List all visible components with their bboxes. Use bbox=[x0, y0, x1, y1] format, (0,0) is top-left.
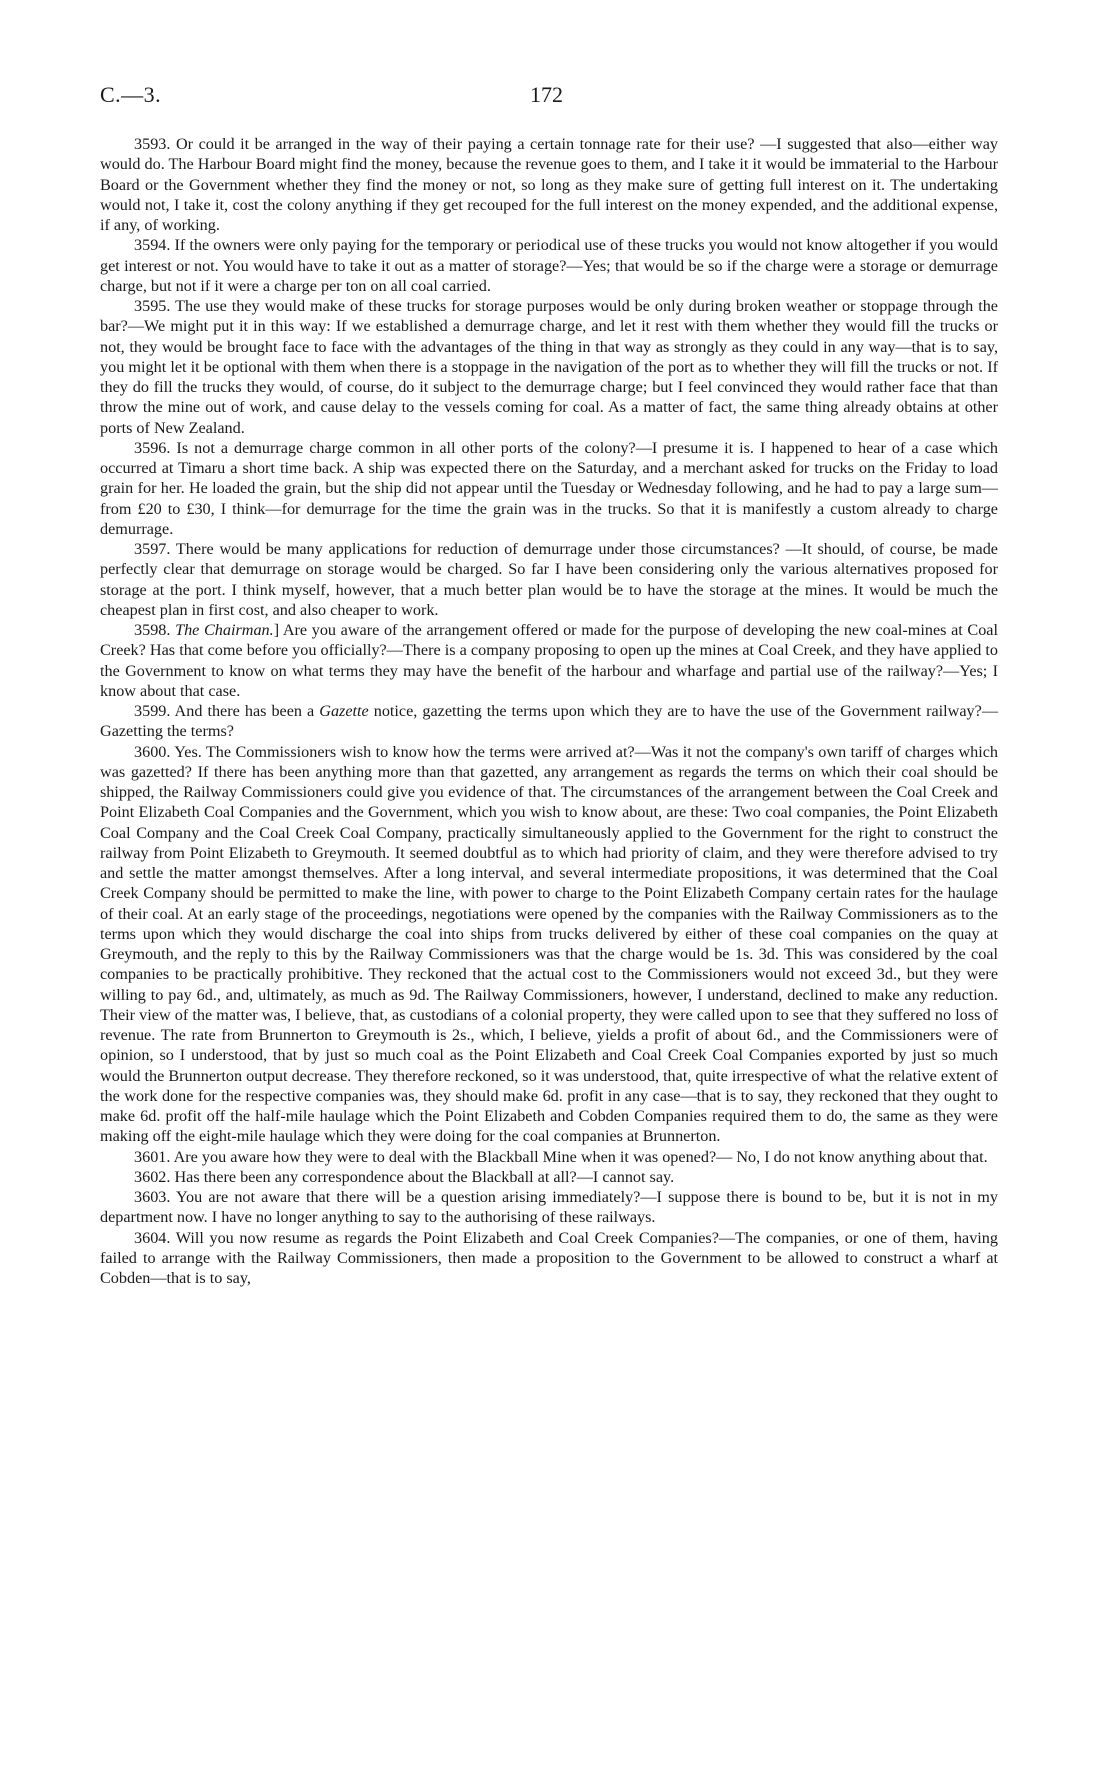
paragraph-3594: 3594. If the owners were only paying for the temporary or periodical use of these trucks you would not know altogether if you would get interest or not. You would have to take it out as a matter of storage?—Yes; that would be so if the charge were a storage or demurrage charge, but not if it were a charge per ton on all coal carried. bbox=[100, 236, 998, 295]
paragraph-3602: 3602. Has there been any correspondence about the Blackball at all?—I cannot say. bbox=[134, 1167, 675, 1186]
paragraph-3600: 3600. Yes. The Commissioners wish to know how the terms were arrived at?—Was it not the company's own tariff of charges which was gazetted? If there has been anything more than that gazetted, any arrangement as regards the terms on which their coal should be shipped, the Railway Commissioners could give you evidence of that. The circumstances of the arrangement between the Coal Creek and Point Elizabeth Coal Companies and the Government, which you wish to know about, are these: Two coal companies, the Point Elizabeth Coal Company and the Coal Creek Coal Company, practically simultaneously applied to the Government for the right to construct the railway from Point Elizabeth to Greymouth. It seemed doubtful as to which had priority of claim, and they were therefore advised to try and settle the matter amongst themselves. After a long interval, and several intermediate propositions, it was determined that the Coal Creek Company should be permitted to make the line, with power to charge to the Point Elizabeth Company certain rates for the haulage of their coal. At an early stage of the proceedings, negotiations were opened by the companies with the Railway Commissioners as to the terms upon which they would discharge the coal into ships from trucks delivered by either of these coal companies on the quay at Greymouth, and the reply to this by the Railway Commissioners was that the charge would be 1s. 3d. This was considered by the coal companies to be practically prohibitive. They reckoned that the actual cost to the Commissioners would not exceed 3d., but they were willing to pay 6d., and, ultimately, as much as 9d. The Railway Commissioners, however, I understand, declined to make any reduction. Their view of the matter was, I believe, that, as custodians of a colonial property, they were called upon to see that they suffered no loss of revenue. The rate from Brunnerton to Greymouth is 2s., which, I believe, yields a profit of about 6d., and the Commissioners were of opinion, so I understood, that by just so much coal as the Point Elizabeth and Coal Creek Coal Companies exported by just so much would the Brunnerton output decrease. They therefore reckoned, so it was understood, that, quite irrespective of what the relative extent of the work done for the respective companies was, they should make 6d. profit in any case—that is to say, they reckoned that they ought to make 6d. profit off the half-mile haulage which the Point Elizabeth and Cobden Companies required them to do, the same as they were making off the eight-mile haulage which they were doing for the coal companies at Brunnerton. bbox=[100, 742, 998, 1146]
gazette-title: Gazette bbox=[319, 702, 369, 720]
paragraph-3598: 3598. The Chairman.] Are you aware of the arrangement offered or made for the purpose of developing the new coal-mines at Coal Creek? Has that come before you officially?—There is a company proposing to open up the mines at Coal Creek, and they have applied to the Government to know on what terms they may have the benefit of the harbour and wharfage and partial use of the railway?—Yes; I know about that case. bbox=[100, 621, 998, 700]
paragraph-3601: 3601. Are you aware how they were to deal with the Blackball Mine when it was opened?— No, I do not know anything about that. bbox=[134, 1147, 988, 1166]
paragraph-3596: 3596. Is not a demurrage charge common in all other ports of the colony?—I presume it is. I happened to hear of a case which occurred at Timaru a short time back. A ship was expected there on the Saturday, and a merchant asked for trucks on the Friday to load grain for her. He loaded the grain, but the ship did not appear until the Tuesday or Wednesday following, and he had to pay a large sum—from £20 to £30, I think—for demurrage for the time the grain was in the trucks. So that it is manifestly a custom already to charge demurrage. bbox=[100, 438, 998, 538]
paragraph-3595: 3595. The use they would make of these trucks for storage purposes would be only during broken weather or stoppage through the bar?—We might put it in this way: If we established a demurrage charge, and let it rest with them whether they would fill the trucks or not, they would be brought face to face with the advantages of the thing in that way as strongly as they could in any way—that is to say, you might let it be optional with them when there is a stoppage in the navigation of the port as to whether they will fill the trucks or not. If they do fill the trucks they would, of course, do it subject to the demurrage charge; but I feel convinced they would rather face that than throw the mine out of work, and cause delay to the vessels coming for coal. As a matter of fact, the same thing already obtains at other ports of New Zealand. bbox=[100, 297, 998, 437]
page-number: 172 bbox=[530, 82, 563, 107]
speaker-name: The Chairman. bbox=[175, 621, 274, 639]
page-header bbox=[100, 82, 1000, 112]
evidence-text bbox=[100, 134, 998, 1288]
paragraph-3604: 3604. Will you now resume as regards the Point Elizabeth and Coal Creek Companies?—The companies, or one of them, having failed to arrange with the Railway Commissioners, then made a proposition to the Government to be allowed to construct a wharf at Cobden—that is to say, bbox=[100, 1228, 998, 1287]
paragraph-3597: 3597. There would be many applications for reduction of demurrage under those circumstances? —It should, of course, be made perfectly clear that demurrage on storage would be charged. So far I have been considering only the various alternatives proposed for storage at the port. I think myself, however, that a much better plan would be to have the storage at the mines. It would be much the cheapest plan in first cost, and also cheaper to work. bbox=[100, 540, 998, 619]
paragraph-3603: 3603. You are not aware that there will be a question arising immediately?—I suppose there is bound to be, but it is not in my department now. I have no longer anything to say to the authorising of these railways. bbox=[100, 1188, 998, 1227]
paragraph-3599: 3599. And there has been a Gazette notice, gazetting the terms upon which they are to have the use of the Government railway?—Gazetting the terms? bbox=[100, 702, 999, 741]
document-reference: C.—3. bbox=[100, 82, 162, 107]
paragraph-3593: 3593. Or could it be arranged in the way of their paying a certain tonnage rate for their use? —I suggested that also—either way would do. The Harbour Board might find the money, because the revenue goes to them, and I take it it would be immaterial to the Harbour Board or the Government whether they find the money or not, so long as they make sure of getting full interest on it. The undertaking would not, I take it, cost the colony anything if they get recouped for the full interest on the money expended, and the additional expense, if any, of working. bbox=[100, 135, 998, 234]
